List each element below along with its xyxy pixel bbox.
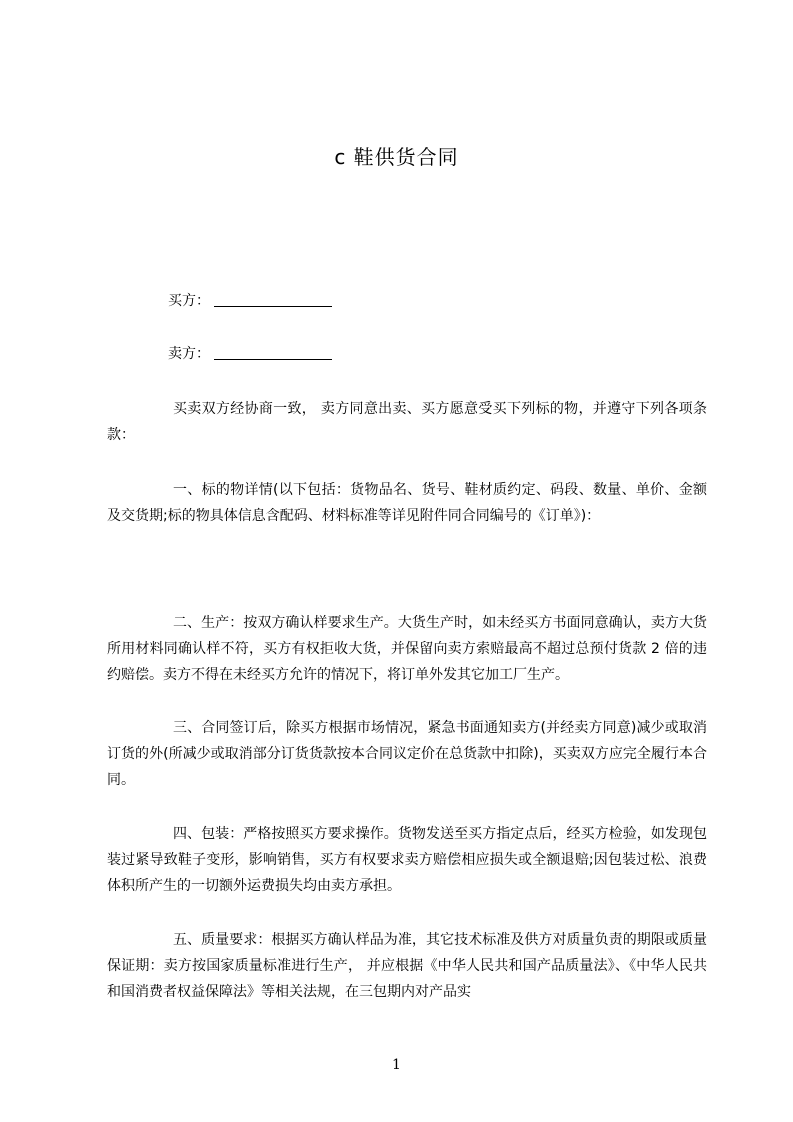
buyer-label: 买方： <box>168 293 210 309</box>
seller-line <box>168 344 332 364</box>
clause-3-contract-performance: 三、合同签订后，除买方根据市场情况，紧急书面通知卖方(并经卖方同意)减少或取消订货的外(所减少或取消部分订货货款按本合同议定价在总货款中扣除)，买卖双方应完全履行本合同。 <box>107 720 707 788</box>
clause-5-quality: 五、质量要求：根据买方确认样品为准，其它技术标准及供方对质量负责的期限或质量保证期：卖方按国家质量标准进行生产， 并应根据《中华人民共和国产品质量法》、《中华人民共和国消费者权益保障法》等相关法规，在三包期内对产品实 <box>107 932 707 1000</box>
page-number: 1 <box>392 1057 401 1073</box>
clause-4-packaging: 四、包装：严格按照买方要求操作。货物发送至买方指定点后，经买方检验，如发现包装过紧导致鞋子变形，影响销售，买方有权要求卖方赔偿相应损失或全额退赔;因包装过松、浪费体积所产生的一切额外运费损失均由卖方承担。 <box>107 826 707 894</box>
intro-paragraph: 买卖双方经协商一致， 卖方同意出卖、买方愿意受买下列标的物，并遵守下列各项条款： <box>107 401 707 443</box>
clause-2-production: 二、生产：按双方确认样要求生产。大货生产时，如未经买方书面同意确认，卖方大货所用材料同确认样不符，买方有权拒收大货，并保留向卖方索赔最高不超过总预付货款 2 倍的违约赔偿。卖方不得在未经买方允许的情况下，将订单外发其它加工厂生产。 <box>107 615 707 683</box>
page-title: c 鞋供货合同 <box>334 145 459 169</box>
buyer-blank-underline <box>214 292 332 307</box>
seller-blank-underline <box>214 345 332 360</box>
seller-label: 卖方： <box>168 346 210 362</box>
clause-1-subject-matter: 一、标的物详情(以下包括：货物品名、货号、鞋材质约定、码段、数量、单价、金额及交货期;标的物具体信息含配码、材料标准等详见附件同合同编号的《订单》)： <box>107 482 707 524</box>
buyer-line <box>168 291 332 311</box>
